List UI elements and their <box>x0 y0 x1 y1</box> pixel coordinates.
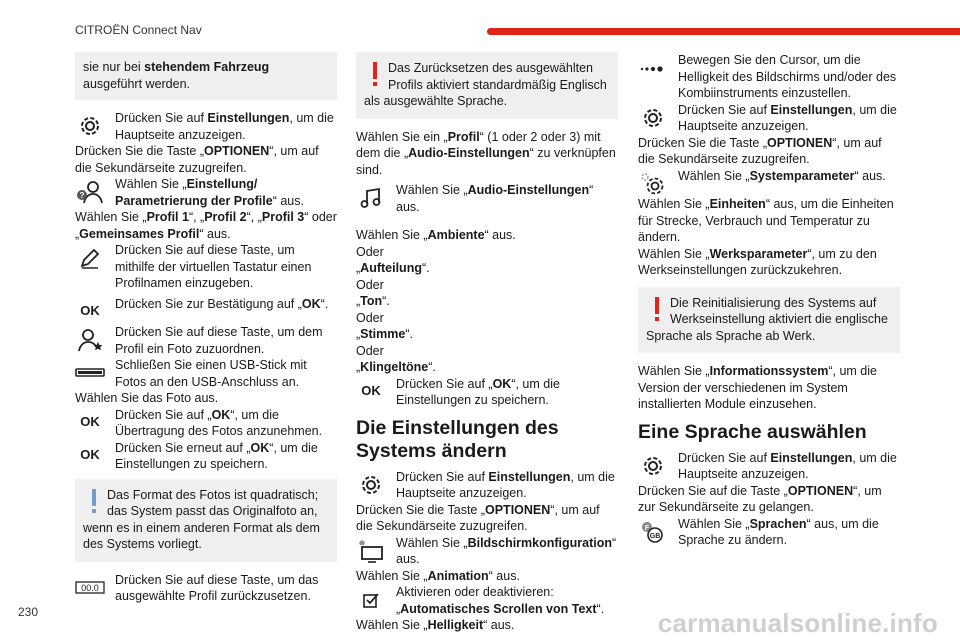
text-bold: OK <box>492 376 512 391</box>
text-bold: Stimme <box>360 327 406 341</box>
text: Drücken Sie auf „ <box>396 376 493 391</box>
text-bold: Profil 2 <box>204 210 247 224</box>
paragraph <box>638 135 900 168</box>
step-brightness <box>638 52 900 102</box>
text: Bewegen Sie den Cursor, um die Helligkeit des Bildschirms und/oder des Kombiinstruments einzustellen. <box>678 53 897 100</box>
ok-icon: OK <box>80 447 100 463</box>
text-bold: OPTIONEN <box>787 483 854 498</box>
text-bold: Audio-Einstellungen <box>467 183 590 197</box>
text-bold: Gemeinsames Profil <box>79 226 200 241</box>
text: “, um auf die Sekundärseite zuzugreifen. <box>356 502 600 533</box>
paragraph <box>356 227 618 244</box>
text: Wählen Sie „ <box>356 618 428 632</box>
paragraph <box>356 260 618 277</box>
header-accent-bar <box>487 28 960 35</box>
paragraph: Oder <box>356 310 384 325</box>
usb-stick-icon <box>75 358 105 388</box>
profile-photo-icon <box>75 325 105 355</box>
step-screen-config <box>356 535 618 568</box>
paragraph <box>75 209 337 242</box>
checkbox-icon <box>356 585 386 615</box>
paragraph <box>356 129 618 179</box>
paragraph: Wählen Sie das Foto aus. <box>75 391 219 405</box>
paragraph <box>75 143 337 176</box>
system-settings-icon <box>638 169 668 199</box>
text: Wählen Sie ein „ <box>356 129 448 144</box>
text: sie nur bei <box>83 60 145 74</box>
text: “, um die Einstellungen zu speichern. <box>115 440 318 471</box>
text: Aktivieren oder deaktivieren: „ <box>396 585 554 616</box>
text: Wählen Sie „ <box>75 210 147 224</box>
text: “, um die Einstellungen zu speichern. <box>396 376 560 407</box>
text-bold: Einstellungen <box>207 111 290 125</box>
text-bold: Ambiente <box>427 228 485 242</box>
text-bold: Einstellung/ Parametrierung der Profile <box>115 177 273 208</box>
text-bold: OPTIONEN <box>485 502 551 517</box>
text-bold: Profil 3 <box>261 210 305 224</box>
text-bold: Bildschirmkonfiguration <box>467 535 613 550</box>
paragraph: Oder <box>356 277 384 292</box>
step-profiles <box>75 176 337 209</box>
column-1 <box>75 52 337 605</box>
text: Drücken Sie erneut auf „ <box>115 440 251 455</box>
text-bold: Aufteilung <box>360 261 422 275</box>
text: “. <box>320 296 329 311</box>
text: , um die Hauptseite anzuzeigen. <box>115 111 334 142</box>
watermark: carmanualsonline.info <box>657 608 938 638</box>
svg-text:GB: GB <box>649 532 661 540</box>
paragraph <box>356 326 618 343</box>
text-bold: Helligkeit <box>427 618 484 632</box>
step-confirm <box>75 296 337 319</box>
step-edit-name <box>75 242 337 292</box>
section-heading: Eine Sprache auswählen <box>638 420 867 443</box>
step-save <box>75 440 337 473</box>
text-bold: Profil <box>447 129 480 144</box>
text-bold: OK <box>211 407 231 422</box>
text-bold: Werksparameter <box>709 246 808 261</box>
text: Das Format des Fotos ist quadratisch; das System passt das Originalfoto an, wenn es in einem anderen Format als dem des Systems vorliegt. <box>83 487 320 551</box>
svg-text:?: ? <box>79 191 85 200</box>
step-settings <box>75 110 337 143</box>
text-bold: OK <box>250 440 270 455</box>
step-settings <box>638 450 900 483</box>
step-photo <box>75 324 337 357</box>
text: Wählen Sie „ <box>638 364 710 378</box>
text: “. <box>428 360 436 374</box>
text: “ (1 oder 2 oder 3) mit dem die „ <box>356 129 601 160</box>
text: “, um die Übertragung des Fotos anzunehmen. <box>115 407 323 438</box>
text: “ aus. <box>488 568 520 583</box>
gear-icon <box>75 111 105 141</box>
column-3 <box>638 52 900 549</box>
text: “ aus, um die Sprache zu ändern. <box>678 516 879 547</box>
text: “ aus. <box>199 226 231 241</box>
text: Drücken Sie auf <box>678 102 771 117</box>
info-icon <box>89 489 99 515</box>
ok-icon: OK <box>80 303 100 319</box>
text: “, um die Version der verschiedenen im System installierten Module einzusehen. <box>638 364 877 411</box>
text: Drücken Sie auf <box>115 111 208 125</box>
text: Drücken Sie auf diese Taste, um mithilfe der virtuellen Tastatur einen Profilnamen einzugeben. <box>115 243 312 290</box>
text: “, um zur Sekundärseite zu gelangen. <box>638 483 882 514</box>
text: “ zu verknüpfen sind. <box>356 146 616 177</box>
text: Drücken Sie auf <box>396 469 489 484</box>
text-bold: Einstellungen <box>770 450 853 465</box>
pencil-icon <box>75 243 105 273</box>
text: Die Reinitialisierung des Systems auf Werkseinstellung aktiviert die englische Sprache als Sprache ab Werk. <box>646 295 888 343</box>
text-bold: Informationssystem <box>709 364 829 378</box>
text: “ aus. <box>483 618 515 632</box>
ok-icon: OK <box>361 383 381 399</box>
paragraph <box>638 196 900 246</box>
gear-icon <box>356 470 386 500</box>
text-bold: Einstellungen <box>770 102 853 117</box>
info-note-photo <box>75 479 337 562</box>
text: Wählen Sie „ <box>638 246 710 261</box>
text-bold: Automatisches Scrollen von Text <box>400 601 597 616</box>
text: ausgeführt werden. <box>83 76 191 91</box>
text-bold: Profil 1 <box>146 210 189 224</box>
text: Drücken Sie auf diese Taste, um das ausgewählte Profil zurückzusetzen. <box>115 572 319 603</box>
language-icon <box>638 517 668 547</box>
text-bold: Einstellungen <box>488 469 571 484</box>
gear-icon <box>638 451 668 481</box>
page-number: 230 <box>18 605 39 619</box>
text: Wählen Sie „ <box>638 197 710 211</box>
text: Wählen Sie „ <box>678 516 750 531</box>
text: “ aus. <box>396 535 617 566</box>
gear-icon <box>638 103 668 133</box>
text: “, um auf die Sekundärseite zuzugreifen. <box>75 144 319 175</box>
text: Schließen Sie einen USB-Stick mit Fotos an den USB-Anschluss an. <box>115 358 307 389</box>
text: “ aus. <box>396 183 594 214</box>
paragraph <box>356 359 618 376</box>
text: „ <box>356 360 361 374</box>
paragraph <box>356 502 618 535</box>
text-bold: Systemparameter <box>749 168 855 183</box>
warning-note-factory-reset <box>638 287 900 354</box>
text: Drücken Sie die Taste „ <box>356 502 485 517</box>
music-note-icon <box>356 183 386 213</box>
warning-icon <box>652 297 662 323</box>
text: Das Zurücksetzen des ausgewählten Profils aktiviert standardmäßig Englisch als ausgewählte Sprache. <box>364 61 607 108</box>
text: , um die Hauptseite anzuzeigen. <box>678 450 897 481</box>
text-bold: Ton <box>360 294 383 308</box>
info-box-continuation <box>75 52 337 100</box>
text: Wählen Sie „ <box>396 535 468 550</box>
text: Drücken Sie auf „ <box>115 407 212 422</box>
step-save-audio <box>356 376 618 409</box>
paragraph <box>638 483 900 516</box>
text-bold: Animation <box>427 568 489 583</box>
text: , um die Hauptseite anzuzeigen. <box>396 469 615 500</box>
brightness-slider-icon <box>638 53 668 83</box>
text: “. <box>596 601 605 616</box>
step-reset-profile <box>75 572 337 605</box>
text: Drücken Sie auf <box>678 450 771 465</box>
step-languages <box>638 516 900 549</box>
warning-icon <box>370 62 380 88</box>
text: “. <box>405 327 413 341</box>
text: “ oder „ <box>75 210 337 241</box>
text: “ aus. <box>854 168 886 183</box>
text: Drücken Sie auf die Taste „ <box>638 483 788 498</box>
text: “, um zu den Werkseinstellungen zurückzukehren. <box>638 246 877 277</box>
step-accept-photo <box>75 407 337 440</box>
paragraph: Oder <box>356 244 384 259</box>
text: “, um auf die Sekundärseite zuzugreifen. <box>638 135 882 166</box>
section-heading: Die Einstellungen des Systems ändern <box>356 416 559 462</box>
text-bold: OPTIONEN <box>204 144 270 158</box>
text: Drücken Sie zur Bestätigung auf „ <box>115 296 302 311</box>
step-autoscroll <box>356 584 618 617</box>
paragraph <box>356 568 618 585</box>
text: „ <box>356 294 361 308</box>
text: „ <box>356 261 361 275</box>
text: , um die Hauptseite anzuzeigen. <box>678 102 897 133</box>
text-bold: OK <box>301 296 321 311</box>
paragraph: Oder <box>356 343 384 358</box>
step-audio-settings <box>356 182 618 215</box>
text-bold: stehendem Fahrzeug <box>144 60 270 74</box>
header-title: CITROËN Connect Nav <box>75 23 202 37</box>
column-2 <box>356 52 618 634</box>
text: “. <box>421 261 430 275</box>
text-bold: Audio-Einstellungen <box>408 146 530 160</box>
step-settings <box>356 469 618 502</box>
text: “, „ <box>188 210 205 224</box>
paragraph <box>356 293 618 310</box>
text: Wählen Sie „ <box>115 177 187 191</box>
paragraph <box>356 617 618 634</box>
svg-text:F: F <box>644 524 650 532</box>
screen-brightness-icon <box>356 536 386 566</box>
ok-icon: OK <box>80 414 100 430</box>
text: Wählen Sie „ <box>396 183 468 197</box>
text: Wählen Sie „ <box>678 168 750 183</box>
step-system-params <box>638 168 900 185</box>
text: Wählen Sie „ <box>356 228 428 242</box>
step-usb <box>75 357 337 390</box>
text-bold: OPTIONEN <box>767 135 833 150</box>
paragraph <box>638 246 900 279</box>
text: “ aus. <box>272 193 304 208</box>
text-bold: Sprachen <box>749 516 807 531</box>
text: “ aus, um die Einheiten für Strecke, Verbrauch und Temperatur zu ändern. <box>638 197 894 244</box>
profiles-icon <box>75 177 105 207</box>
text-bold: Einheiten <box>709 197 766 211</box>
warning-note-reset <box>356 52 618 119</box>
text: “. <box>382 294 390 308</box>
reset-icon <box>75 573 105 603</box>
text: Drücken Sie die Taste „ <box>638 135 767 150</box>
text: “ aus. <box>484 228 516 242</box>
text: Drücken Sie auf diese Taste, um dem Profil ein Foto zuzuordnen. <box>115 325 323 356</box>
text: Drücken Sie die Taste „ <box>75 144 204 158</box>
text: “, „ <box>246 210 262 224</box>
text: Wählen Sie „ <box>356 568 428 583</box>
text-bold: Klingeltöne <box>360 360 429 374</box>
step-settings <box>638 102 900 135</box>
paragraph <box>638 363 900 413</box>
text: „ <box>356 327 361 341</box>
svg-text:00.0: 00.0 <box>81 582 99 593</box>
